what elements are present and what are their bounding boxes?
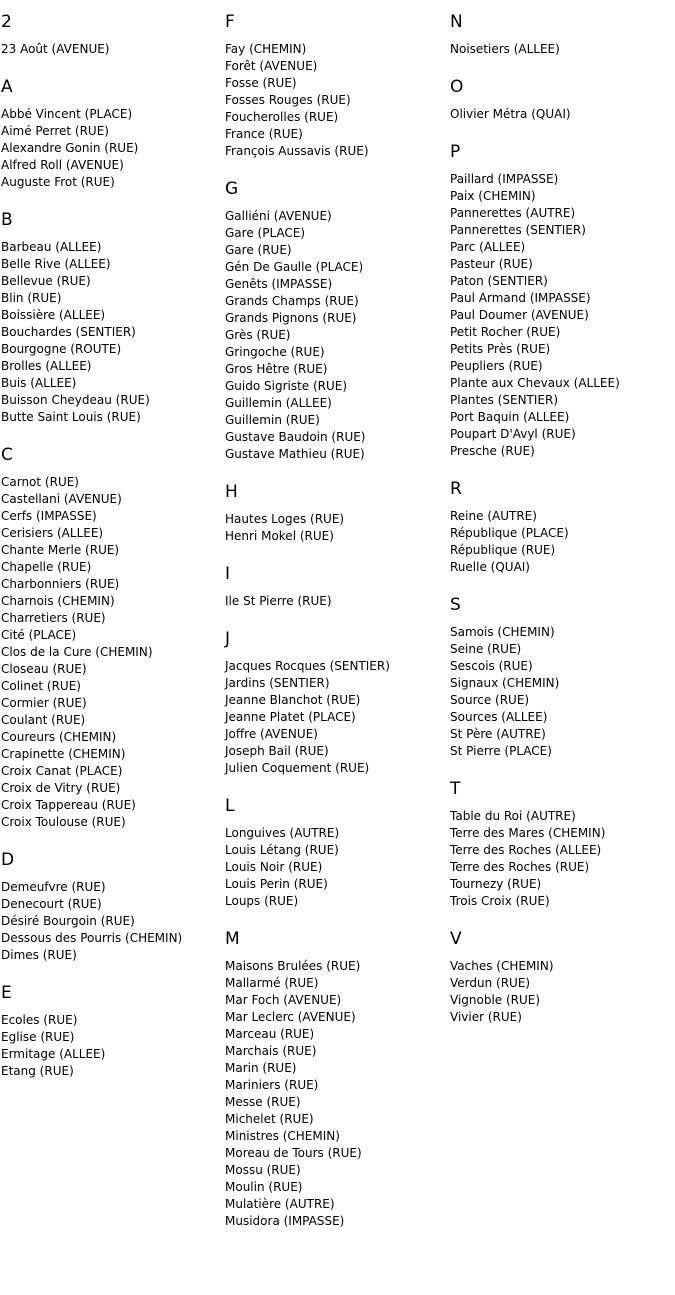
- letter-group: [450, 76, 675, 123]
- street-entry: Abbé Vincent (PLACE): [1, 107, 133, 121]
- street-entry: Croix Toulouse (RUE): [1, 815, 126, 829]
- street-entry: Port Baquin (ALLEE): [450, 410, 570, 424]
- street-entry: Mossu (RUE): [225, 1163, 301, 1177]
- letter-heading: B: [1, 210, 13, 230]
- street-entry: Pannerettes (AUTRE): [450, 206, 576, 220]
- street-entry: Source (RUE): [450, 693, 530, 707]
- street-entry: Michelet (RUE): [225, 1112, 314, 1126]
- street-entry: Marchais (RUE): [225, 1044, 317, 1058]
- street-entry: Samois (CHEMIN): [450, 625, 555, 639]
- street-entry: Barbeau (ALLEE): [1, 240, 102, 254]
- letter-group: [1, 849, 225, 964]
- street-entry: Bouchardes (SENTIER): [1, 325, 136, 339]
- street-entry: Joffre (AVENUE): [225, 727, 318, 741]
- street-entry: Sources (ALLEE): [450, 710, 548, 724]
- letter-group: [450, 11, 675, 58]
- letter-heading: R: [450, 479, 462, 499]
- street-entry: Carnot (RUE): [1, 475, 79, 489]
- street-entry: Fay (CHEMIN): [225, 42, 307, 56]
- letter-group: [1, 982, 225, 1080]
- street-entry: Cormier (RUE): [1, 696, 87, 710]
- letter-heading: I: [225, 564, 231, 584]
- street-entry: Coureurs (CHEMIN): [1, 730, 117, 744]
- letter-heading: A: [1, 77, 13, 97]
- street-entry: Bourgogne (ROUTE): [1, 342, 122, 356]
- street-entry: Hautes Loges (RUE): [225, 512, 345, 526]
- street-entry: Petits Près (RUE): [450, 342, 551, 356]
- street-entry: Louis Noir (RUE): [225, 860, 323, 874]
- street-entry: Fosses Rouges (RUE): [225, 93, 351, 107]
- letter-heading: F: [225, 12, 235, 32]
- street-entry: Gare (RUE): [225, 243, 292, 257]
- street-entry: Désiré Bourgoin (RUE): [1, 914, 135, 928]
- street-entry: Noisetiers (ALLEE): [450, 42, 560, 56]
- letter-group: [1, 444, 225, 831]
- street-entry: Pasteur (RUE): [450, 257, 533, 271]
- street-entry: Jardins (SENTIER): [225, 676, 330, 690]
- street-entry: Jeanne Platet (PLACE): [225, 710, 356, 724]
- street-entry: Butte Saint Louis (RUE): [1, 410, 141, 424]
- letter-group: [450, 778, 675, 910]
- street-entry: Charnois (CHEMIN): [1, 594, 115, 608]
- street-entry: Louis Létang (RUE): [225, 843, 339, 857]
- street-entry: Paul Armand (IMPASSE): [450, 291, 591, 305]
- street-entry: République (PLACE): [450, 526, 569, 540]
- street-entry: Verdun (RUE): [450, 976, 531, 990]
- letter-group: [450, 141, 675, 460]
- street-entry: Belle Rive (ALLEE): [1, 257, 111, 271]
- letter-heading: C: [1, 445, 13, 465]
- index-column: [1, 11, 225, 1295]
- letter-heading: J: [225, 629, 231, 649]
- street-entry: Marceau (RUE): [225, 1027, 315, 1041]
- street-entry: Ruelle (QUAI): [450, 560, 530, 574]
- street-entry: Charbonniers (RUE): [1, 577, 120, 591]
- street-entry: Aimé Perret (RUE): [1, 124, 109, 138]
- street-entry: Henri Mokel (RUE): [225, 529, 334, 543]
- street-entry: Table du Roi (AUTRE): [450, 809, 576, 823]
- street-entry: Boissière (ALLEE): [1, 308, 106, 322]
- street-entry: Jeanne Blanchot (RUE): [225, 693, 361, 707]
- street-entry: Jacques Rocques (SENTIER): [225, 659, 390, 673]
- street-entry: Croix Tappereau (RUE): [1, 798, 136, 812]
- street-entry: Mar Foch (AVENUE): [225, 993, 342, 1007]
- street-entry: Chapelle (RUE): [1, 560, 92, 574]
- street-entry: Coulant (RUE): [1, 713, 86, 727]
- street-entry: Moulin (RUE): [225, 1180, 303, 1194]
- street-entry: Eglise (RUE): [1, 1030, 75, 1044]
- street-entry: Musidora (IMPASSE): [225, 1214, 345, 1228]
- street-entry: Longuives (AUTRE): [225, 826, 340, 840]
- letter-heading: G: [225, 179, 239, 199]
- street-entry: Demeufvre (RUE): [1, 880, 106, 894]
- letter-group: [1, 76, 225, 191]
- street-entry: Mariniers (RUE): [225, 1078, 319, 1092]
- street-entry: Etang (RUE): [1, 1064, 74, 1078]
- street-entry: Gringoche (RUE): [225, 345, 325, 359]
- street-entry: Signaux (CHEMIN): [450, 676, 560, 690]
- letter-heading: M: [225, 929, 240, 949]
- street-entry: Grès (RUE): [225, 328, 291, 342]
- letter-heading: D: [1, 850, 15, 870]
- street-entry: Terre des Roches (RUE): [450, 860, 590, 874]
- street-entry: St Pierre (PLACE): [450, 744, 552, 758]
- street-entry: Presche (RUE): [450, 444, 535, 458]
- street-entry: Ile St Pierre (RUE): [225, 594, 332, 608]
- street-entry: Croix Canat (PLACE): [1, 764, 123, 778]
- street-entry: Terre des Mares (CHEMIN): [450, 826, 606, 840]
- street-entry: Olivier Métra (QUAI): [450, 107, 571, 121]
- street-entry: Crapinette (CHEMIN): [1, 747, 126, 761]
- letter-heading: N: [450, 12, 463, 32]
- street-entry: Genêts (IMPASSE): [225, 277, 333, 291]
- street-entry: Denecourt (RUE): [1, 897, 102, 911]
- street-entry: Marin (RUE): [225, 1061, 297, 1075]
- letter-heading: L: [225, 796, 235, 816]
- street-entry: Galliéni (AVENUE): [225, 209, 332, 223]
- street-entry: Vaches (CHEMIN): [450, 959, 554, 973]
- street-entry: Guillemin (ALLEE): [225, 396, 332, 410]
- street-entry: Fosse (RUE): [225, 76, 297, 90]
- street-entry: Seine (RUE): [450, 642, 522, 656]
- street-entry: Gros Hêtre (RUE): [225, 362, 328, 376]
- street-entry: Mar Leclerc (AVENUE): [225, 1010, 356, 1024]
- street-entry: Cerfs (IMPASSE): [1, 509, 97, 523]
- street-entry: France (RUE): [225, 127, 303, 141]
- street-entry: Gustave Mathieu (RUE): [225, 447, 365, 461]
- letter-group: [225, 481, 450, 545]
- street-entry: Foucherolles (RUE): [225, 110, 339, 124]
- letter-group: [225, 178, 450, 463]
- letter-heading: E: [1, 983, 12, 1003]
- letter-group: [450, 594, 675, 760]
- letter-heading: H: [225, 482, 238, 502]
- letter-heading: V: [450, 929, 462, 949]
- street-entry: Sescois (RUE): [450, 659, 533, 673]
- street-entry: Blin (RUE): [1, 291, 62, 305]
- street-entry: Buisson Cheydeau (RUE): [1, 393, 150, 407]
- street-entry: Brolles (ALLEE): [1, 359, 92, 373]
- street-entry: Gustave Baudoin (RUE): [225, 430, 366, 444]
- street-entry: Charretiers (RUE): [1, 611, 106, 625]
- letter-group: [225, 11, 450, 160]
- street-entry: St Père (AUTRE): [450, 727, 546, 741]
- street-entry: Joseph Bail (RUE): [225, 744, 329, 758]
- street-entry: Poupart D'Avyl (RUE): [450, 427, 576, 441]
- street-entry: République (RUE): [450, 543, 556, 557]
- street-entry: François Aussavis (RUE): [225, 144, 369, 158]
- street-entry: Alfred Roll (AVENUE): [1, 158, 124, 172]
- street-entry: Closeau (RUE): [1, 662, 87, 676]
- street-entry: Terre des Roches (ALLEE): [450, 843, 602, 857]
- street-entry: Loups (RUE): [225, 894, 299, 908]
- street-entry: Maisons Brulées (RUE): [225, 959, 361, 973]
- street-entry: Vivier (RUE): [450, 1010, 522, 1024]
- street-entry: Dessous des Pourris (CHEMIN): [1, 931, 183, 945]
- street-entry: Peupliers (RUE): [450, 359, 543, 373]
- street-entry: Colinet (RUE): [1, 679, 81, 693]
- street-entry: Ermitage (ALLEE): [1, 1047, 106, 1061]
- letter-heading: S: [450, 595, 461, 615]
- street-entry: Auguste Frot (RUE): [1, 175, 115, 189]
- letter-group: [450, 478, 675, 576]
- street-entry: Cité (PLACE): [1, 628, 77, 642]
- street-entry: Dimes (RUE): [1, 948, 77, 962]
- street-entry: Grands Champs (RUE): [225, 294, 359, 308]
- street-entry: Croix de Vitry (RUE): [1, 781, 121, 795]
- street-entry: Plante aux Chevaux (ALLEE): [450, 376, 620, 390]
- street-entry: Messe (RUE): [225, 1095, 301, 1109]
- letter-group: [225, 795, 450, 910]
- letter-group: [225, 928, 450, 1230]
- street-entry: Vignoble (RUE): [450, 993, 541, 1007]
- street-entry: Gare (PLACE): [225, 226, 306, 240]
- street-entry: Louis Perin (RUE): [225, 877, 328, 891]
- street-entry: Castellani (AVENUE): [1, 492, 122, 506]
- street-entry: Paul Doumer (AVENUE): [450, 308, 589, 322]
- letter-group: [225, 563, 450, 610]
- street-entry: Moreau de Tours (RUE): [225, 1146, 362, 1160]
- street-entry: Petit Rocher (RUE): [450, 325, 561, 339]
- letter-group: [1, 11, 225, 58]
- index-column: [450, 11, 675, 1295]
- street-entry: Plantes (SENTIER): [450, 393, 559, 407]
- letter-group: [450, 928, 675, 1026]
- street-entry: Chante Merle (RUE): [1, 543, 120, 557]
- street-entry: Paillard (IMPASSE): [450, 172, 559, 186]
- street-entry: Mulatière (AUTRE): [225, 1197, 335, 1211]
- street-entry: Cerisiers (ALLEE): [1, 526, 104, 540]
- letter-heading: 2: [1, 12, 12, 32]
- street-entry: Gén De Gaulle (PLACE): [225, 260, 364, 274]
- street-entry: Mallarmé (RUE): [225, 976, 319, 990]
- letter-heading: O: [450, 77, 464, 97]
- street-entry: Parc (ALLEE): [450, 240, 526, 254]
- street-entry: Paton (SENTIER): [450, 274, 548, 288]
- letter-heading: P: [450, 142, 461, 162]
- street-entry: Clos de la Cure (CHEMIN): [1, 645, 153, 659]
- street-entry: Reine (AUTRE): [450, 509, 537, 523]
- street-entry: Guillemin (RUE): [225, 413, 320, 427]
- street-entry: Grands Pignons (RUE): [225, 311, 357, 325]
- street-entry: Guido Sigriste (RUE): [225, 379, 348, 393]
- index-column: [225, 11, 450, 1295]
- street-entry: Ecoles (RUE): [1, 1013, 78, 1027]
- letter-heading: T: [450, 779, 461, 799]
- street-entry: Tournezy (RUE): [450, 877, 542, 891]
- street-entry: Bellevue (RUE): [1, 274, 91, 288]
- street-entry: Trois Croix (RUE): [450, 894, 550, 908]
- street-entry: Buis (ALLEE): [1, 376, 77, 390]
- street-entry: Ministres (CHEMIN): [225, 1129, 340, 1143]
- street-entry: Forêt (AVENUE): [225, 59, 318, 73]
- street-entry: Paix (CHEMIN): [450, 189, 536, 203]
- street-entry: Pannerettes (SENTIER): [450, 223, 586, 237]
- street-entry: Julien Coquement (RUE): [225, 761, 370, 775]
- letter-group: [225, 628, 450, 777]
- letter-group: [1, 209, 225, 426]
- street-entry: 23 Août (AVENUE): [1, 42, 110, 56]
- street-entry: Alexandre Gonin (RUE): [1, 141, 139, 155]
